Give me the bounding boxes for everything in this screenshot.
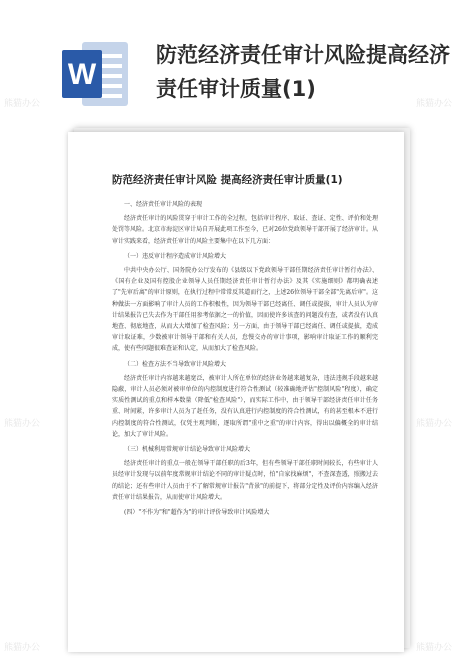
word-icon-letter: W [67, 58, 97, 91]
subsection-heading: (四）"不作为"和"超作为"的审计评价导致审计风险增大 [124, 509, 270, 517]
watermark-text: 熊猫办公 [4, 99, 41, 109]
paragraph: 经济责任审计的重点一般在领导干部任职的后3年，但有些领导干部任职时间较长，有些审计人员经审计发现与以前年度常规审计结论不同的审计疑点时，怕"自家找麻烦"，不查深查透，照搬过去的结论；还有些审计人员由于不了解常规审计报告"背景"的前提下，将部分定性及评价内容编入经济责任审计结果报告，从而使审计风险增大。 [112, 460, 378, 501]
document-page [68, 132, 404, 652]
watermark-text: 熊猫办公 [4, 643, 41, 653]
watermark-text: 熊猫办公 [416, 643, 453, 653]
paragraph: 经济责任审计的风险贯穿于审计工作的全过程，包括审计程序、取证、查证、定性、评价和处理处罚等风险。北京市海淀区审计局自开展此项工作至今，已对26位党政领导干部开展了经济审计。从审计实践来看，经济责任审计的风险主要集中在以下几方面： [112, 215, 378, 245]
watermark-text: 熊猫办公 [416, 99, 453, 109]
document-body [112, 196, 378, 521]
document-title: 防范经济责任审计风险 提高经济责任审计质量(1) [112, 174, 343, 186]
watermark-text: 熊猫办公 [416, 419, 453, 429]
subsection-heading: （一）违反审计程序造成审计风险增大 [124, 252, 227, 260]
subsection-heading: （三）机械利用常规审计结论导致审计风险增大 [124, 446, 251, 454]
section-heading: 一、经济责任审计风险的表现 [124, 201, 203, 208]
page-header [0, 0, 474, 120]
paragraph: 中共中央办公厅、国务院办公厅发布的《县级以下党政领导干部任期经济责任审计暂行办法》、《国有企业及国有控股企业领导人员任期经济责任审计暂行办法》及其《实施细则》都明确表述了"先审后离"的审计原则，在执行过程中常常反其道而行之，上述26位领导干部全部"先离后审"。这种做法一方面影响了审计人员的工作积极性，因为领导干部已经离任、调任或提拔，审计人员认为审计结果报告已失去作为干部任用参考依据之一的价值，因而使许多该查的问题没有查，或者没有认真地查、彻底地查，从而大大增加了检查风险；另一方面，由于领导干部已经离任、调任或提拔，造成审计取证难，少数被审计领导干部和有关人员，怠慢交办的审计事项，影响审计取证工作的顺利完成，使有些问题很难查证和认定，从而加大了检查风险。 [112, 267, 378, 353]
page-title: 防范经济责任审计风险提高经济责任审计质量(1) [156, 43, 450, 101]
paragraph: 经济责任审计内容越来越宽泛，被审计人所在单位的经济业务越来越复杂，违法违规手段越来越隐蔽，审计人员必须对被审单位的内控制度进行符合性测试（较准确地评估"控制风险"程度），确定实质性测试的重点和样本数量（降低"检查风险"），而实际工作中，由于领导干部经济责任审计任务重、时间紧，许多审计人员为了赶任务，没有认真进行内控制度的符合性测试，有的甚至根本不进行内控制度的符合性测试，仅凭主观判断，逐取所谓"重中之重"的审计内容，得出以偏概全的审计结论，加大了审计风险。 [112, 374, 378, 438]
word-document-icon [60, 40, 132, 110]
watermark-text: 熊猫办公 [4, 419, 41, 429]
subsection-heading: （二）检查方法不当导致审计风险增大 [124, 360, 227, 368]
